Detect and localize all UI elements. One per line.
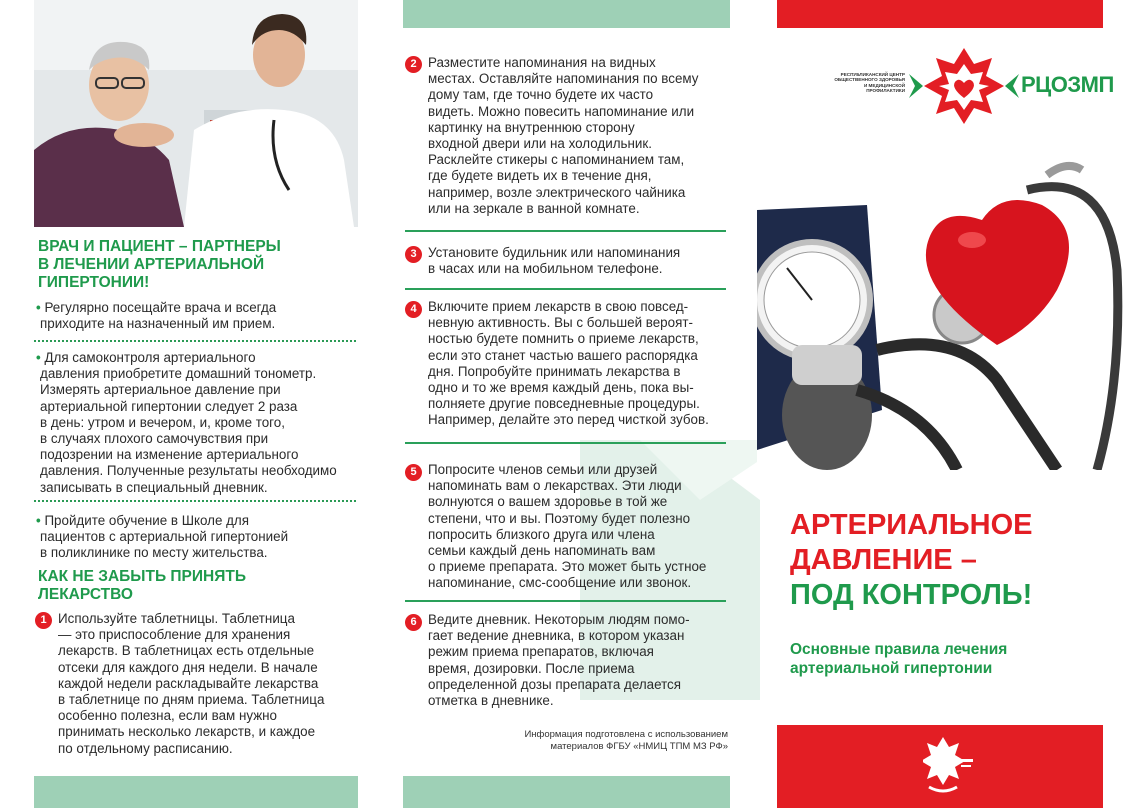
section-title-partners: ВРАЧ И ПАЦИЕНТ – ПАРТНЕРЫ В ЛЕЧЕНИИ АРТЕРИАЛЬНОЙ ГИПЕРТОНИИ!: [38, 238, 281, 291]
dotted-divider: [34, 500, 356, 502]
tip-item-3: Установите будильник или напоминания в часах или на мобильном телефоне.: [428, 245, 681, 277]
divider: [405, 442, 726, 444]
bullet-item: • Регулярно посещайте врача и всегда приходите на назначенный им прием.: [36, 300, 277, 332]
footer-bar: [34, 776, 358, 808]
panel-cover: [757, 0, 1137, 808]
number-badge: 2: [405, 56, 422, 73]
tip-item-2: Разместите напоминания на видных местах. Оставляйте напоминания по всему дому там, где точно будете их часто видеть. Можно повесить напоминание или картинку на внутреннюю сторону входной двери или на холодильник. Расклейте стикеры с напоминанием там, где будете видеть их в течение дня, например, возле электрического чайника или на зеркале в ванной комнате.: [428, 55, 699, 216]
bullet-item: • Для самоконтроля артериального давления приобретите домашний тонометр. Измерять артериальное давление при артериальной гипертонии следует 2 раза в день: утром и вечером, и, кроме того, в случаях плохого самочувствия при подозрении на изменение артериального давления. Полученные результаты необходимо записывать в специальный дневник.: [36, 350, 337, 495]
number-badge: 4: [405, 301, 422, 318]
divider: [405, 288, 726, 290]
emblem-icon: [923, 735, 973, 797]
panel-middle: [380, 0, 757, 808]
credit-note: Информация подготовлена с использованием материалов ФГБУ «НМИЦ ТПМ МЗ РФ»: [524, 729, 728, 752]
dotted-divider: [34, 340, 356, 342]
doctor-patient-photo: [34, 0, 358, 227]
divider: [405, 230, 726, 232]
logo-small-text: РЕСПУБЛИКАНСКИЙ ЦЕНТР ОБЩЕСТВЕННОГО ЗДОРОВЬЯ И МЕДИЦИНСКОЙ ПРОФИЛАКТИКИ: [834, 72, 905, 94]
tip-item-4: Включите прием лекарств в свою повсед- невную активность. Вы с большей вероят- ностью будете помнить о приеме лекарств, если это станет частью вашего распорядка дня. Попробуйте принимать лекарства в одно и то же время каждый день, пока вы- полняете другие повседневные процедуры. Например, делайте это перед чисткой зубов.: [428, 299, 709, 428]
organization-logo: [809, 46, 1114, 126]
panel-left: [0, 0, 380, 808]
cover-subtitle: Основные правила лечения артериальной гипертонии: [790, 641, 1008, 677]
footer-bar: [403, 776, 730, 808]
header-bar: [777, 0, 1103, 28]
heart-tonometer-photo: [757, 150, 1137, 470]
section-title-medication: КАК НЕ ЗАБЫТЬ ПРИНЯТЬ ЛЕКАРСТВО: [38, 568, 246, 603]
bullet-item: • Пройдите обучение в Школе для пациентов с артериальной гипертонией в поликлинике по месту жительства.: [36, 513, 289, 561]
logo-text: РЦОЗМП: [1021, 72, 1114, 97]
number-badge: 3: [405, 246, 422, 263]
footer-bar: [777, 725, 1103, 808]
number-badge: 1: [35, 612, 52, 629]
tip-item-6: Ведите дневник. Некоторым людям помо- гает ведение дневника, в котором указан режим приема препаратов, включая время, дозировки. После приема определенной дозы препарата делается отметка в дневнике.: [428, 612, 690, 709]
header-bar: [403, 0, 730, 28]
cover-title: АРТЕРИАЛЬНОЕ ДАВЛЕНИЕ – ПОД КОНТРОЛЬ!: [790, 509, 1033, 611]
tip-item-1: Используйте таблетницы. Таблетница — это приспособление для хранения лекарств. В таблетницах есть отдельные отсеки для каждого дня недели. В начале каждой недели раскладывайте лекарства в таблетнице по дням приема. Таблетница особенно полезна, если вам нужно принимать несколько лекарств, и каждое по отдельному расписанию.: [58, 611, 325, 756]
ornament-icon: [909, 46, 1019, 126]
number-badge: 5: [405, 464, 422, 481]
tip-item-5: Попросите членов семьи или друзей напоминать вам о лекарствах. Эти люди волнуются о вашем здоровье в той же степени, что и вы. Поэтому будет полезно попросить близкого друга или члена семьи каждый день напоминать вам о приеме препарата. Это может быть устное напоминание, смс-сообщение или звонок.: [428, 462, 707, 591]
number-badge: 6: [405, 614, 422, 631]
divider: [405, 600, 726, 602]
